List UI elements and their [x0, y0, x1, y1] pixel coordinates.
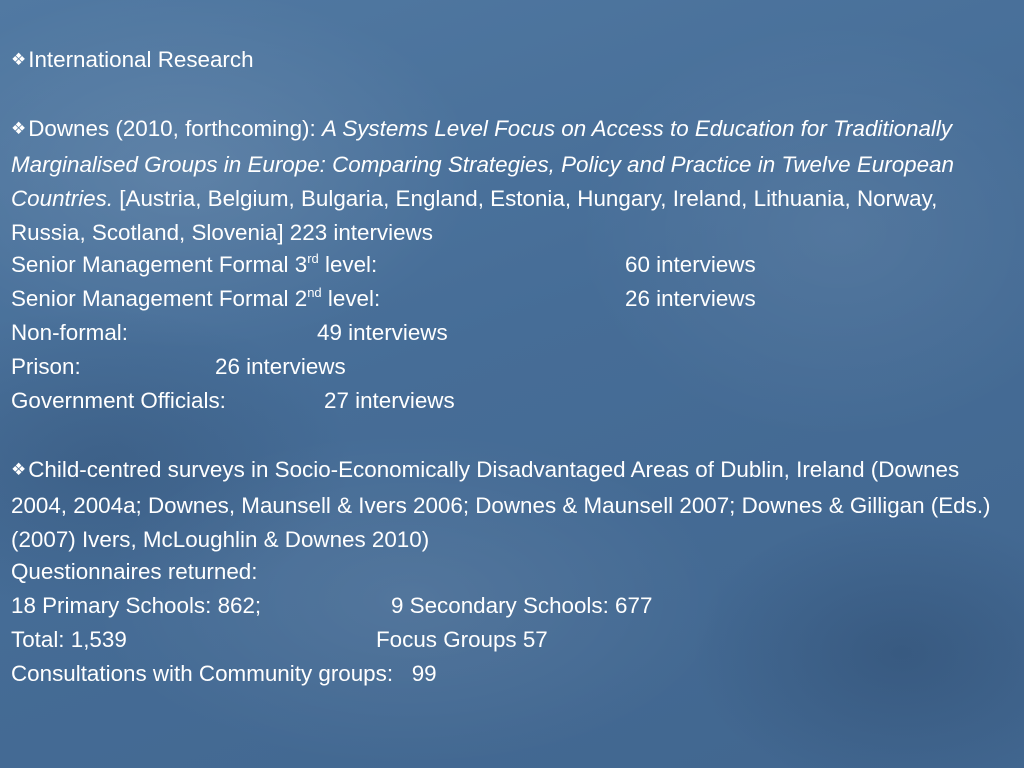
surveys-text: Child-centred surveys in Socio-Economically Disadvantaged Areas of Dublin, Ireland (Downes 2004, 2004a; Downes, Maunsell & Ivers 2006; Downes & Maunsell 2007; Downes & Gilligan (Eds.) (2007) Ivers, McLoughlin & Downes 2010)	[11, 457, 991, 552]
questionnaires-label: Questionnaires returned:	[11, 559, 258, 584]
row-value: 26 interviews	[625, 286, 756, 311]
publication-title: A Systems Level Focus on Access to Education for Traditionally Marginalised Groups in Europe: Comparing Strategies, Policy and Practice in Twelve European Countries.	[11, 116, 954, 211]
diamond-bullet-icon: ❖	[11, 119, 27, 138]
focus-groups: Focus Groups 57	[376, 627, 548, 652]
row-value: 26 interviews	[215, 354, 346, 379]
diamond-bullet-icon: ❖	[11, 460, 27, 479]
primary-schools: 18 Primary Schools: 862;	[11, 593, 262, 618]
heading-text: International Research	[28, 47, 254, 72]
international-research-heading	[11, 43, 1016, 79]
countries-list: [Austria, Belgium, Bulgaria, England, Estonia, Hungary, Ireland, Lithuania, Norway, Russia, Scotland, Slovenia] 223 interviews	[11, 186, 938, 245]
row-label: Government Officials:	[11, 388, 226, 413]
row-label: Senior Management Formal 2nd level:	[11, 284, 381, 311]
total-questionnaires: Total: 1,539	[11, 627, 127, 652]
citation-lead: Downes (2010, forthcoming):	[28, 116, 322, 141]
downes-2010-paragraph	[11, 112, 1016, 250]
secondary-schools: 9 Secondary Schools: 677	[391, 593, 653, 618]
diamond-bullet-icon: ❖	[11, 50, 27, 69]
row-value: 60 interviews	[625, 252, 756, 277]
row-label: Prison:	[11, 354, 81, 379]
row-value: 27 interviews	[324, 388, 455, 413]
row-value: 49 interviews	[317, 320, 448, 345]
consultations-row: Consultations with Community groups: 99	[11, 661, 437, 686]
row-label: Senior Management Formal 3rd level:	[11, 250, 378, 277]
row-label: Non-formal:	[11, 320, 128, 345]
child-centred-surveys-paragraph	[11, 453, 1016, 557]
